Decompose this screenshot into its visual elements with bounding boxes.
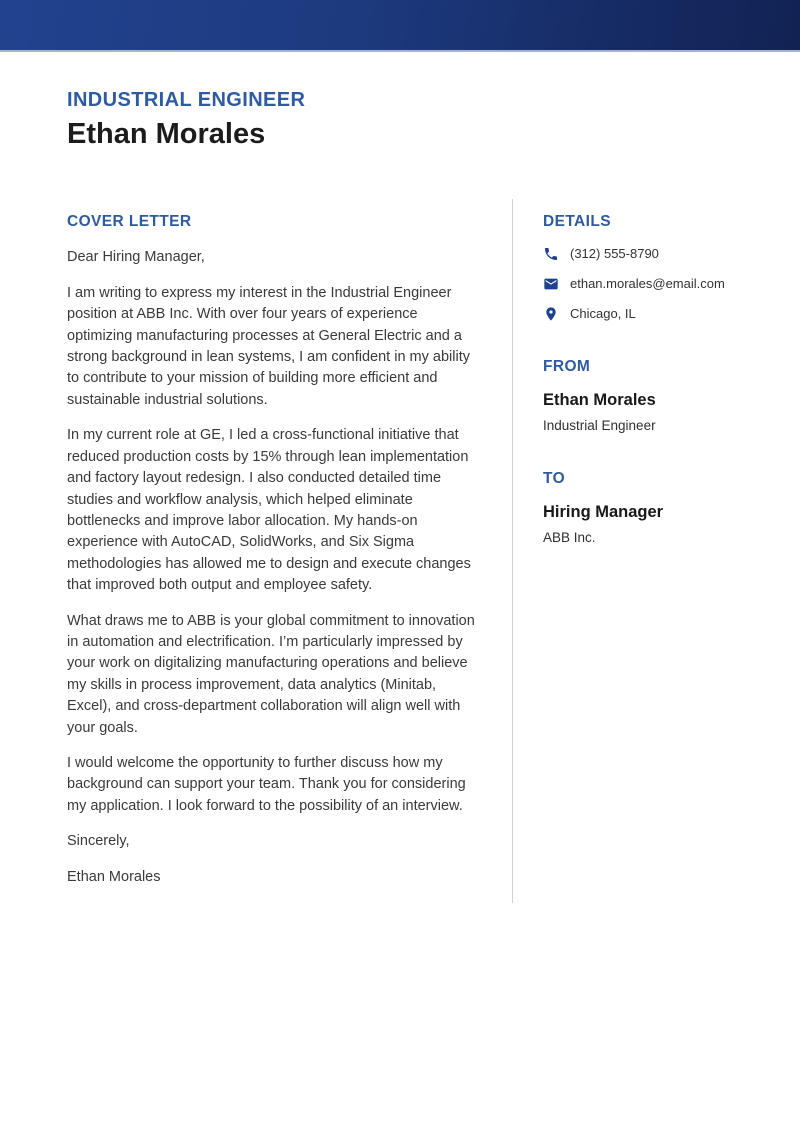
phone-icon xyxy=(543,246,559,262)
salutation: Dear Hiring Manager, xyxy=(67,248,205,265)
from-heading: FROM xyxy=(543,357,591,375)
letter-paragraph: I am writing to express my interest in the Industrial Engineer position at ABB Inc. With over four years of experience optimizing manufacturing processes at General Electric and a strong background in lean systems, I am confident in my ability to contribute to your mission of building more efficient and sustainable industrial solutions. xyxy=(67,284,470,408)
from-section xyxy=(543,358,771,434)
letter-paragraph: In my current role at GE, I led a cross-functional initiative that reduced production costs by 15% through lean implementation and factory layout redesign. I also conducted detailed time studies and workflow analysis, which helped eliminate bottlenecks and improve labor allocation. My hands-on experience with AutoCAD, SolidWorks, and Six Sigma methodologies has allowed me to design and execute changes that improved both output and employee safety. xyxy=(67,427,471,594)
letter-paragraph: I would welcome the opportunity to further discuss how my background can support your team. Thank you for considering my application. I look forward to the possibility of an interview. xyxy=(67,754,466,814)
from-subtitle: Industrial Engineer xyxy=(543,417,656,433)
cover-letter-heading: COVER LETTER xyxy=(67,212,192,230)
letter-paragraph: What draws me to ABB is your global commitment to innovation in automation and electrification. I’m particularly impressed by your work on digitalizing manufacturing operations and believe my skills in process improvement, data analytics (Minitab, Excel), and cross-department collaboration will align well with your goals. xyxy=(67,612,475,736)
email-value: ethan.morales@email.com xyxy=(570,276,725,292)
to-name: Hiring Manager xyxy=(543,503,664,522)
details-section xyxy=(543,213,771,322)
location-value: Chicago, IL xyxy=(570,306,636,322)
details-column xyxy=(512,199,771,903)
location-row xyxy=(543,306,771,322)
email-row xyxy=(543,276,771,292)
letter-header xyxy=(0,52,800,151)
person-name: Ethan Morales xyxy=(67,118,266,150)
to-section xyxy=(543,470,771,546)
signature-name: Ethan Morales xyxy=(67,869,161,886)
cover-letter-column xyxy=(67,199,480,903)
location-icon xyxy=(543,306,559,322)
phone-row xyxy=(543,246,771,262)
closing: Sincerely, xyxy=(67,833,130,850)
to-heading: TO xyxy=(543,469,566,487)
details-heading: DETAILS xyxy=(543,212,611,230)
mail-icon xyxy=(543,276,559,292)
to-subtitle: ABB Inc. xyxy=(543,529,596,545)
from-name: Ethan Morales xyxy=(543,390,656,409)
letter-content xyxy=(0,199,800,903)
top-banner xyxy=(0,0,800,52)
job-title: INDUSTRIAL ENGINEER xyxy=(67,89,306,111)
phone-value: (312) 555-8790 xyxy=(570,246,659,262)
